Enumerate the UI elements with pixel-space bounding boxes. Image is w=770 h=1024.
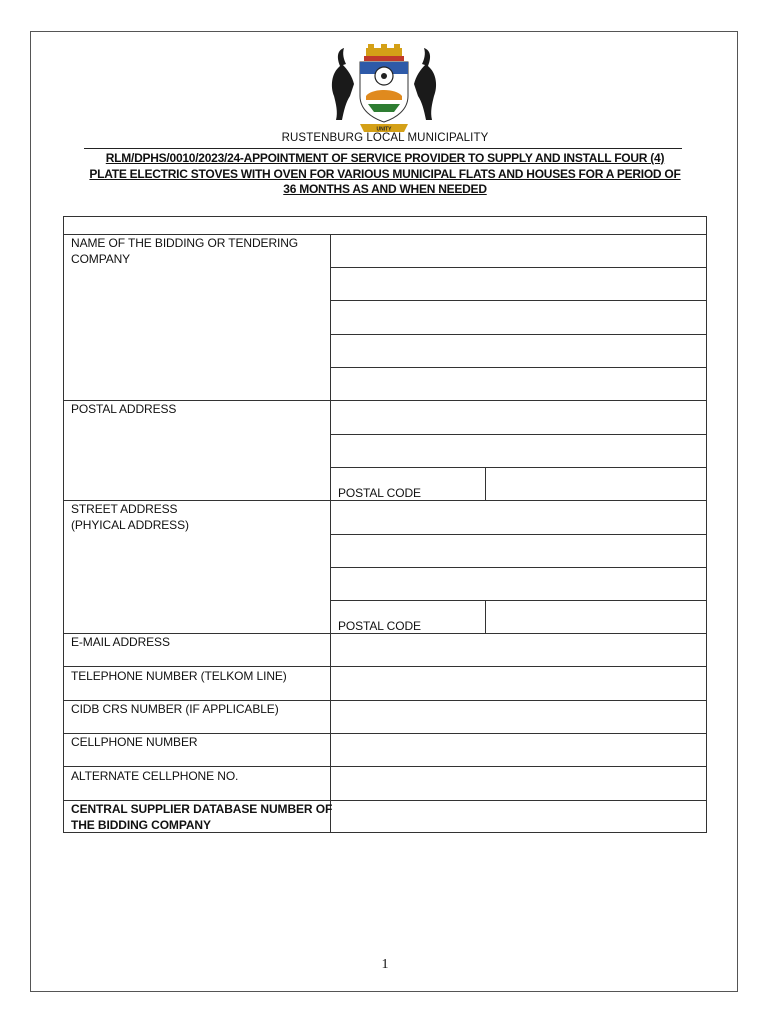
postal-code-label: POSTAL CODE: [338, 486, 421, 500]
company-name-field[interactable]: [331, 268, 706, 300]
postal-code-field[interactable]: [486, 468, 706, 500]
telephone-field[interactable]: [331, 667, 706, 700]
bidder-details-table: [63, 216, 707, 833]
page-number: 1: [381, 957, 389, 972]
cidb-label: CIDB CRS NUMBER (IF APPLICABLE): [71, 702, 279, 716]
street-address-field[interactable]: [331, 501, 706, 534]
company-name-field[interactable]: [331, 301, 706, 334]
document-title-line: 36 MONTHS AS AND WHEN NEEDED: [283, 182, 487, 196]
street-address-field[interactable]: [331, 568, 706, 600]
telephone-label: TELEPHONE NUMBER (TELKOM LINE): [71, 669, 287, 683]
cidb-field[interactable]: [331, 701, 706, 733]
document-title-line: RLM/DPHS/0010/2023/24-APPOINTMENT OF SERVICE PROVIDER TO SUPPLY AND INSTALL FOUR (4): [105, 151, 665, 165]
street-address-field[interactable]: [331, 535, 706, 567]
alternate-cellphone-label: ALTERNATE CELLPHONE NO.: [71, 769, 239, 783]
company-name-field[interactable]: [331, 335, 706, 367]
company-name-label: NAME OF THE BIDDING OR TENDERING COMPANY: [71, 236, 299, 266]
csd-number-field[interactable]: [331, 801, 706, 833]
company-name-field[interactable]: [331, 235, 706, 267]
street-postal-code-field[interactable]: [486, 601, 706, 633]
header-divider: [84, 148, 682, 149]
street-postal-code-label: POSTAL CODE: [338, 619, 421, 633]
organization-name: RUSTENBURG LOCAL MUNICIPALITY: [281, 132, 489, 144]
cellphone-field[interactable]: [331, 734, 706, 766]
postal-address-label: POSTAL ADDRESS: [71, 402, 177, 416]
postal-address-field[interactable]: [331, 401, 706, 434]
postal-address-field[interactable]: [331, 435, 706, 467]
email-field[interactable]: [331, 634, 706, 666]
alternate-cellphone-field[interactable]: [331, 767, 706, 800]
cellphone-label: CELLPHONE NUMBER: [71, 735, 198, 749]
document-title-line: PLATE ELECTRIC STOVES WITH OVEN FOR VARIOUS MUNICIPAL FLATS AND HOUSES FOR A PERIOD OF: [89, 166, 681, 181]
company-name-field[interactable]: [331, 368, 706, 400]
csd-number-label: CENTRAL SUPPLIER DATABASE NUMBER OF THE BIDDING COMPANY: [71, 802, 333, 832]
municipal-crest-logo: [324, 44, 444, 134]
email-label: E-MAIL ADDRESS: [71, 635, 170, 649]
document-title: [84, 151, 686, 198]
crest-motto: UNITY: [376, 126, 392, 133]
street-address-label: STREET ADDRESS (PHYICAL ADDRESS): [71, 502, 189, 532]
